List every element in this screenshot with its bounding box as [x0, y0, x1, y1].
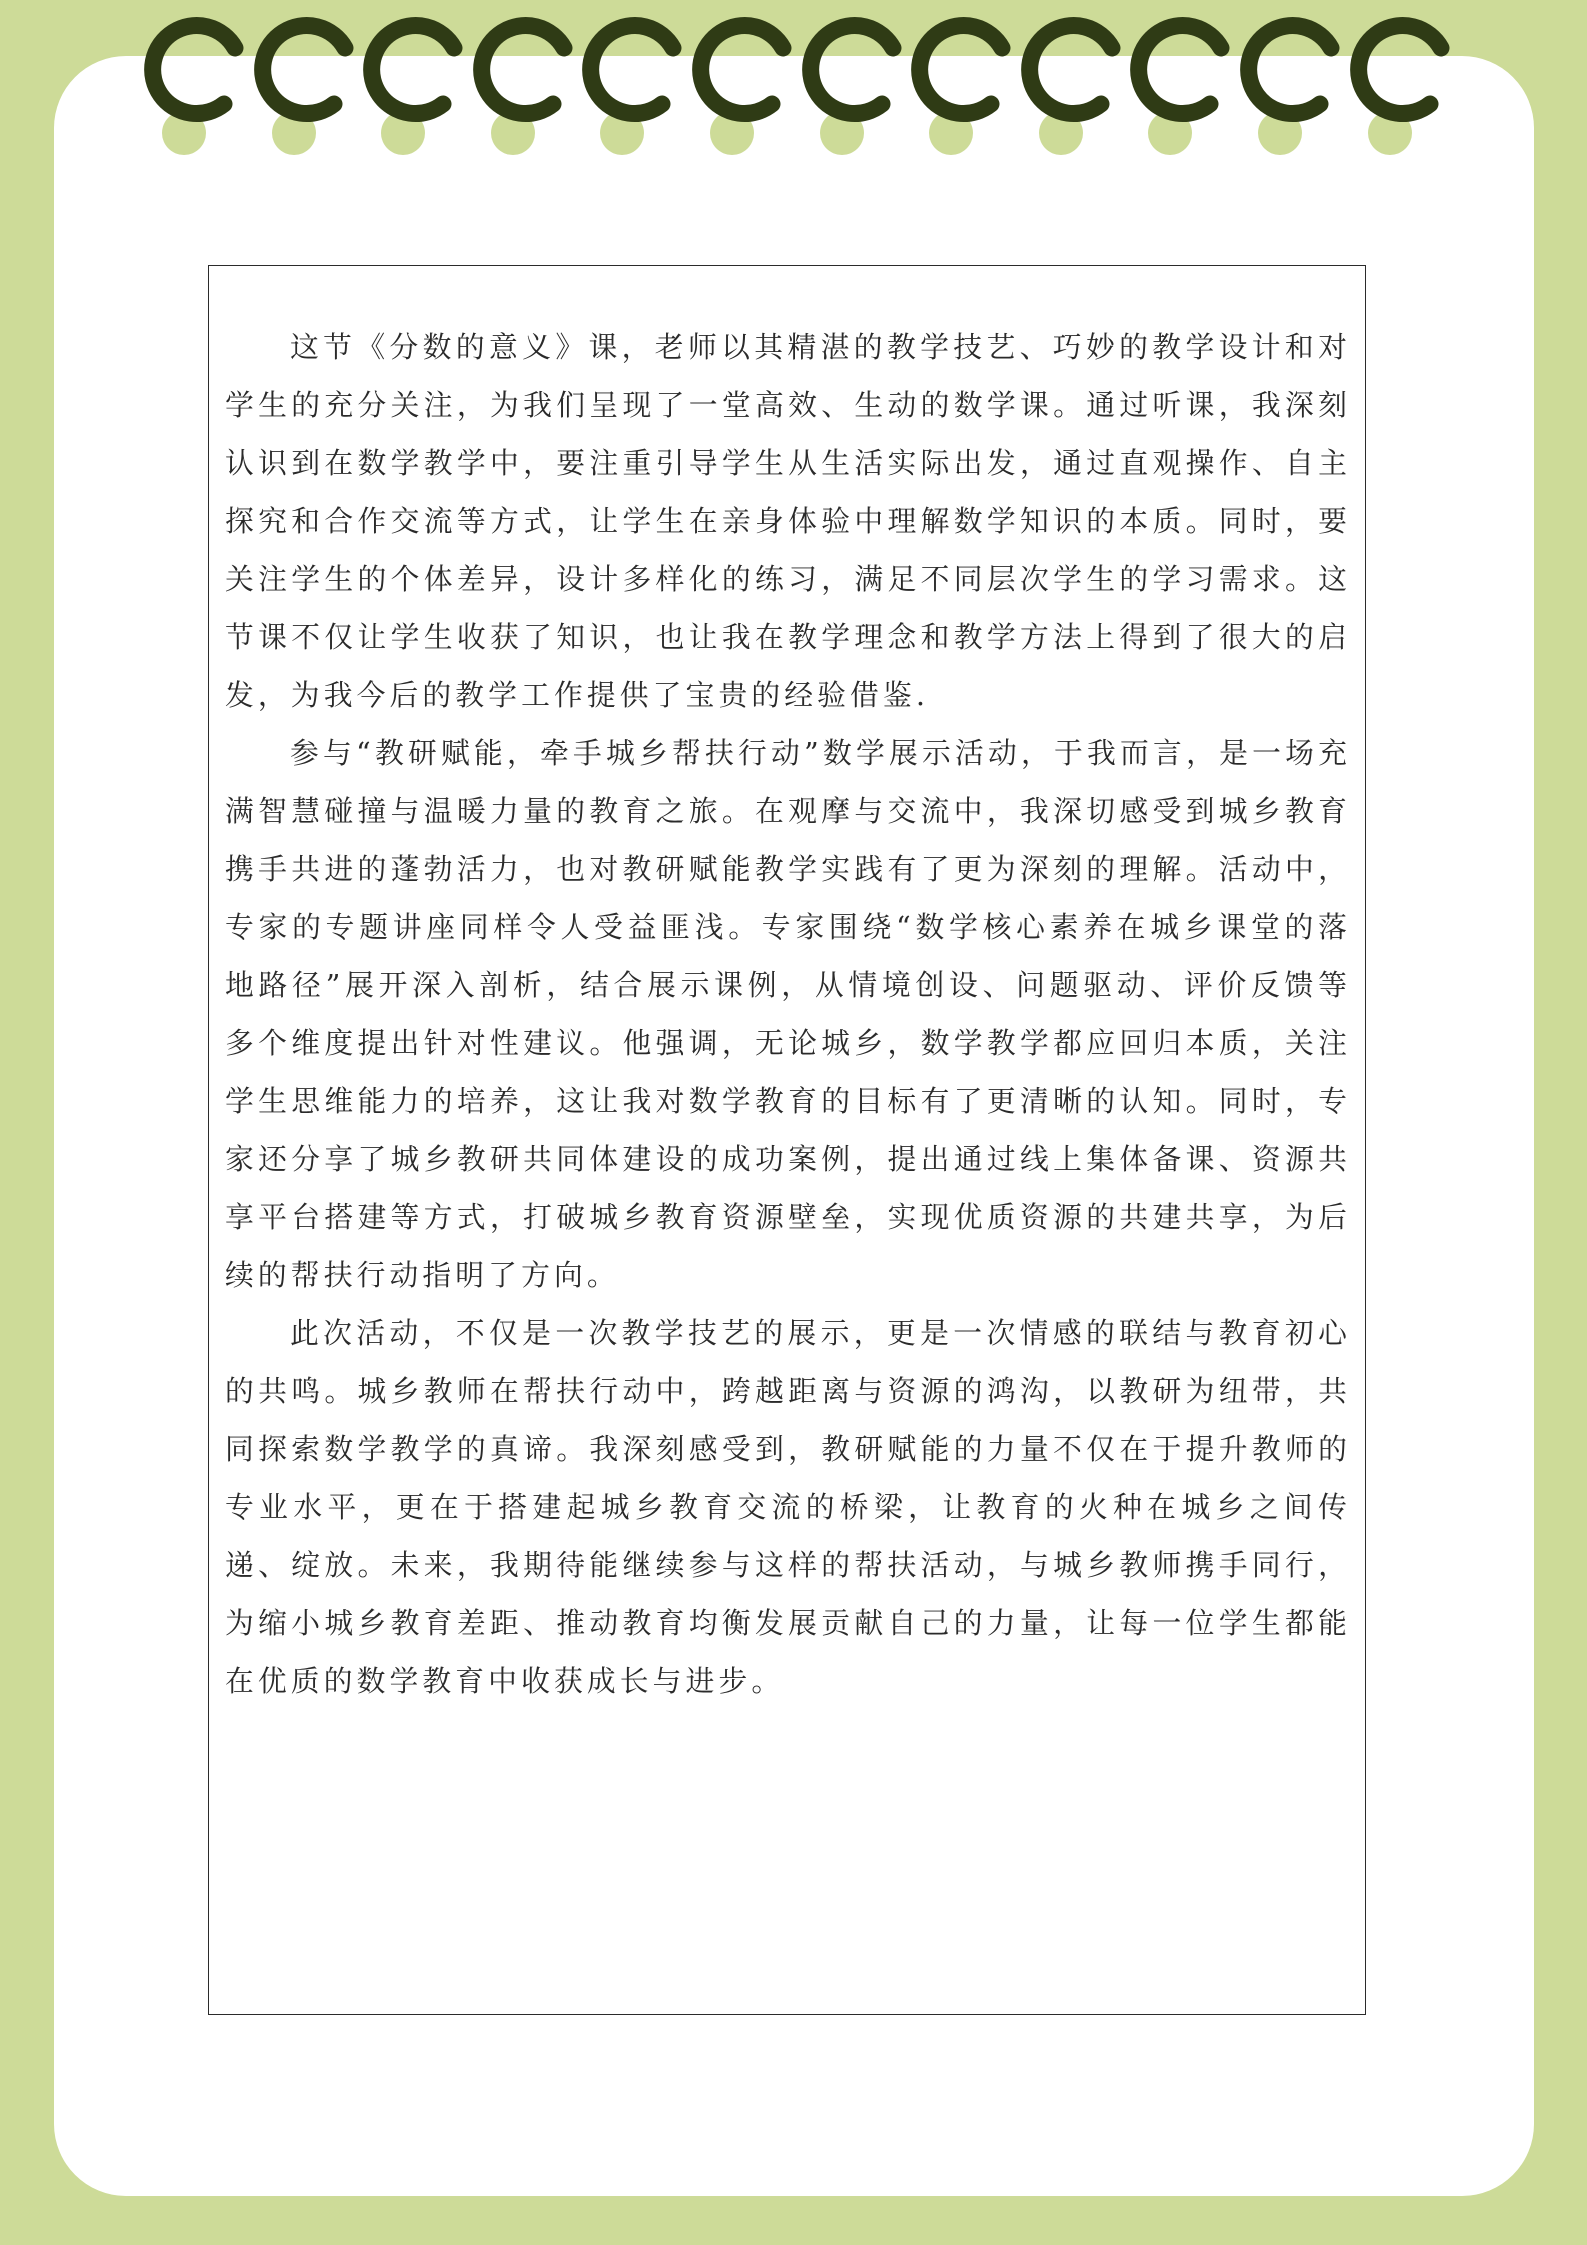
spiral-ring-icon [1228, 0, 1340, 160]
spiral-ring-icon [132, 0, 244, 160]
spiral-ring-icon [242, 0, 354, 160]
ring-wire [1029, 26, 1111, 114]
ring-wire [701, 26, 783, 114]
ring-wire [810, 26, 892, 114]
document-body [225, 318, 1351, 1710]
spiral-ring-icon [570, 0, 682, 160]
ring-wire [1358, 26, 1440, 114]
spiral-ring-icon [899, 0, 1011, 160]
paragraph-2: 参与“教研赋能，牵手城乡帮扶行动”数学展示活动，于我而言，是一场充满智慧碰撞与温暖力量的教育之旅。在观摩与交流中，我深切感受到城乡教育携手共进的蓬勃活力，也对教研赋能教学实践有了更为深刻的理解。活动中，专家的专题讲座同样令人受益匪浅。专家围绕“数学核心素养在城乡课堂的落地路径”展开深入剖析，结合展示课例，从情境创设、问题驱动、评价反馈等多个维度提出针对性建议。他强调，无论城乡，数学教学都应回归本质，关注学生思维能力的培养，这让我对数学教育的目标有了更清晰的认知。同时，专家还分享了城乡教研共同体建设的成功案例，提出通过线上集体备课、资源共享平台搭建等方式，打破城乡教育资源壁垒，实现优质资源的共建共享，为后续的帮扶行动指明了方向。 [225, 736, 1351, 1292]
ring-wire [920, 26, 1002, 114]
ring-wire [372, 26, 454, 114]
spiral-ring-icon [790, 0, 902, 160]
spiral-ring-icon [680, 0, 792, 160]
paragraph-3: 此次活动，不仅是一次教学技艺的展示，更是一次情感的联结与教育初心的共鸣。城乡教师在帮扶行动中，跨越距离与资源的鸿沟，以教研为纽带，共同探索数学教学的真谛。我深刻感受到，教研赋能的力量不仅在于提升教师的专业水平，更在于搭建起城乡教育交流的桥梁，让教育的火种在城乡之间传递、绽放。未来，我期待能继续参与这样的帮扶活动，与城乡教师携手同行，为缩小城乡教育差距、推动教育均衡发展贡献自己的力量，让每一位学生都能在优质的数学教育中收获成长与进步。 [225, 1316, 1351, 1698]
spiral-ring-icon [351, 0, 463, 160]
paragraph-1: 这节《分数的意义》课，老师以其精湛的教学技艺、巧妙的教学设计和对学生的充分关注，为我们呈现了一堂高效、生动的数学课。通过听课，我深刻认识到在数学教学中，要注重引导学生从生活实际出发，通过直观操作、自主探究和合作交流等方式，让学生在亲身体验中理解数学知识的本质。同时，要关注学生的个体差异，设计多样化的练习，满足不同层次学生的学习需求。这节课不仅让学生收获了知识，也让我在教学理念和教学方法上得到了很大的启发，为我今后的教学工作提供了宝贵的经验借鉴. [225, 330, 1351, 712]
spiral-ring-icon [1009, 0, 1121, 160]
ring-wire [1249, 26, 1331, 114]
ring-wire [591, 26, 673, 114]
ring-wire [1139, 26, 1221, 114]
spiral-ring-icon [461, 0, 573, 160]
ring-wire [153, 26, 235, 114]
ring-wire [481, 26, 563, 114]
spiral-ring-icon [1118, 0, 1230, 160]
ring-wire [262, 26, 344, 114]
spiral-ring-icon [1338, 0, 1450, 160]
